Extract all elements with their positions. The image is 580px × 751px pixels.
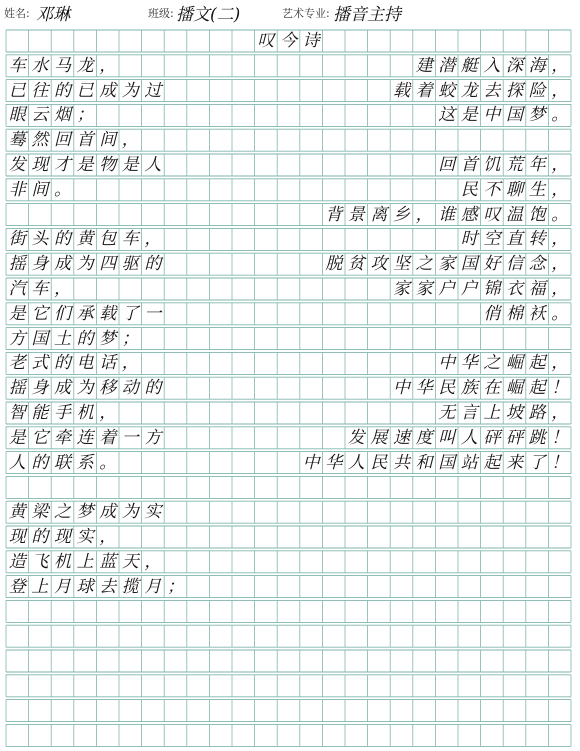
right-line-char: 上 bbox=[483, 403, 501, 423]
class-value: 播文(二) bbox=[176, 5, 241, 25]
left-line-char: 间 bbox=[31, 179, 49, 200]
left-line-char: ， bbox=[144, 551, 162, 572]
right-line-char: 无 bbox=[438, 403, 456, 423]
left-line-char: 人 bbox=[144, 155, 162, 175]
left-line-char: 烟 bbox=[54, 105, 71, 126]
right-line-char: 乡 bbox=[393, 204, 410, 225]
title-char: 今 bbox=[280, 31, 297, 51]
right-line-char: ， bbox=[415, 204, 433, 225]
left-line-char: 为 bbox=[121, 502, 139, 523]
left-line-char: 它 bbox=[31, 427, 49, 448]
right-line-char: 梦 bbox=[528, 105, 546, 126]
left-line-char: 的 bbox=[54, 80, 71, 101]
right-line-char: 人 bbox=[460, 427, 478, 448]
right-line-char: ， bbox=[551, 55, 569, 76]
right-line-char: 。 bbox=[551, 204, 569, 225]
left-line-char: 了 bbox=[121, 303, 139, 324]
left-line-char: 连 bbox=[76, 427, 94, 448]
right-line-char: 民 bbox=[460, 179, 478, 200]
left-line-char: 是 bbox=[121, 155, 139, 175]
right-line-char: 背 bbox=[325, 204, 343, 225]
right-line-char: ！ bbox=[551, 378, 569, 399]
right-line-char: 离 bbox=[370, 204, 388, 225]
right-line-char: 崛 bbox=[506, 353, 523, 374]
right-line-char: 华 bbox=[460, 353, 478, 374]
left-line-char: 梦 bbox=[76, 502, 94, 523]
right-line-char: 脱 bbox=[325, 254, 343, 275]
left-line-char: 机 bbox=[54, 551, 71, 572]
left-line-char: 现 bbox=[31, 155, 49, 175]
title-char: 诗 bbox=[302, 31, 320, 51]
right-line-char: 家 bbox=[415, 279, 433, 299]
right-line-char: 海 bbox=[528, 55, 546, 76]
left-line-char: 是 bbox=[8, 303, 26, 324]
left-line-char: 的 bbox=[54, 353, 71, 374]
right-line-char: 共 bbox=[393, 452, 410, 473]
left-line-char: 们 bbox=[54, 303, 71, 324]
left-line-char: 。 bbox=[99, 452, 117, 473]
right-line-char: ！ bbox=[551, 452, 569, 473]
right-line-char: ， bbox=[551, 229, 569, 250]
right-line-char: 荒 bbox=[506, 155, 523, 175]
right-line-char: 。 bbox=[551, 303, 569, 324]
right-line-char: 福 bbox=[528, 279, 546, 299]
right-line-char: 户 bbox=[460, 279, 478, 299]
name-label: 姓名: bbox=[4, 7, 30, 20]
right-line-char: 饥 bbox=[483, 155, 501, 175]
left-line-char: 梁 bbox=[31, 502, 49, 523]
right-line-char: 了 bbox=[528, 452, 546, 473]
left-line-char: 实 bbox=[76, 527, 94, 547]
left-line-char: 四 bbox=[99, 254, 117, 275]
right-line-char: 坚 bbox=[393, 254, 410, 275]
left-line-char: 载 bbox=[99, 303, 117, 324]
left-line-char: 机 bbox=[76, 403, 94, 423]
right-line-char: 人 bbox=[347, 452, 365, 473]
left-line-char: 是 bbox=[76, 155, 94, 175]
left-line-char: 已 bbox=[76, 80, 94, 101]
right-line-char: 中 bbox=[438, 353, 456, 374]
right-line-char: 温 bbox=[506, 204, 523, 225]
right-line-char: 在 bbox=[483, 378, 501, 399]
right-line-char: 空 bbox=[483, 229, 501, 250]
right-line-char: 中 bbox=[302, 452, 320, 473]
right-line-char: 攻 bbox=[370, 254, 388, 275]
right-line-char: 家 bbox=[438, 254, 456, 275]
right-line-char: 坡 bbox=[506, 403, 523, 423]
left-line-char: 是 bbox=[8, 427, 26, 448]
right-line-char: 入 bbox=[483, 55, 501, 76]
left-line-char: ， bbox=[144, 229, 162, 250]
right-line-char: 不 bbox=[483, 179, 501, 200]
left-line-char: 车 bbox=[8, 55, 26, 76]
right-line-char: ， bbox=[551, 403, 569, 423]
right-line-char: 棉 bbox=[506, 303, 523, 324]
left-line-char: 联 bbox=[54, 452, 71, 473]
right-line-char: 砰 bbox=[506, 427, 523, 448]
left-line-char: 智 bbox=[8, 403, 26, 423]
left-line-char: 现 bbox=[54, 527, 71, 547]
header-bar bbox=[0, 0, 580, 26]
left-line-char: 老 bbox=[8, 353, 26, 374]
left-line-char: 着 bbox=[99, 427, 117, 448]
left-line-char: 月 bbox=[54, 576, 71, 597]
left-line-char: 过 bbox=[144, 80, 162, 101]
left-line-char: 登 bbox=[8, 576, 26, 597]
left-line-char: 成 bbox=[99, 80, 117, 101]
left-line-char: 天 bbox=[121, 551, 139, 572]
left-line-char: 汽 bbox=[8, 279, 26, 299]
right-line-char: 建 bbox=[415, 55, 433, 76]
left-line-char: 驱 bbox=[121, 254, 139, 275]
right-line-char: 衣 bbox=[506, 279, 523, 299]
right-line-char: 中 bbox=[483, 105, 501, 126]
left-line-char: 车 bbox=[31, 279, 49, 299]
left-line-char: 街 bbox=[8, 229, 26, 250]
right-line-char: 是 bbox=[460, 105, 478, 126]
right-line-char: 贫 bbox=[347, 254, 365, 275]
right-line-char: 速 bbox=[393, 427, 410, 448]
left-line-char: 的 bbox=[144, 378, 162, 399]
left-line-char: 人 bbox=[8, 452, 26, 473]
right-line-char: 家 bbox=[393, 279, 410, 299]
left-line-char: 它 bbox=[31, 303, 49, 324]
right-line-char: 国 bbox=[438, 452, 456, 473]
left-line-char: 物 bbox=[99, 155, 117, 175]
right-line-char: 首 bbox=[460, 155, 478, 175]
left-line-char: ； bbox=[76, 105, 94, 126]
left-line-char: 已 bbox=[8, 80, 26, 101]
right-line-char: 直 bbox=[506, 229, 523, 250]
right-line-char: 蛟 bbox=[438, 80, 456, 101]
right-line-char: 来 bbox=[506, 452, 523, 473]
left-line-char: 上 bbox=[31, 576, 49, 597]
left-line-char: 包 bbox=[99, 229, 117, 250]
left-line-char: 蓝 bbox=[99, 551, 117, 572]
left-line-char: 。 bbox=[54, 179, 71, 200]
left-line-char: 飞 bbox=[31, 551, 49, 572]
right-line-char: 跳 bbox=[528, 427, 546, 448]
left-line-char: 球 bbox=[76, 576, 94, 597]
right-line-char: 感 bbox=[460, 204, 478, 225]
left-line-char: 揽 bbox=[121, 576, 139, 597]
left-line-char: 才 bbox=[54, 155, 71, 175]
left-line-char: 承 bbox=[76, 303, 94, 324]
left-line-char: 龙 bbox=[76, 55, 94, 76]
left-line-char: 方 bbox=[8, 328, 26, 349]
left-line-char: 成 bbox=[54, 254, 71, 275]
right-line-char: 深 bbox=[506, 55, 523, 76]
left-line-char: 回 bbox=[54, 130, 71, 151]
left-line-char: 的 bbox=[54, 229, 71, 250]
title-char: 叹 bbox=[257, 31, 275, 51]
right-line-char: 起 bbox=[528, 378, 546, 399]
right-line-char: 度 bbox=[415, 427, 433, 448]
major-value: 播音主持 bbox=[333, 5, 401, 25]
left-line-char: 发 bbox=[8, 155, 26, 175]
right-line-char: 华 bbox=[325, 452, 343, 473]
left-line-char: 黄 bbox=[8, 502, 26, 523]
right-line-char: 发 bbox=[347, 427, 365, 448]
major-label: 艺术专业: bbox=[282, 7, 330, 20]
left-line-char: 现 bbox=[8, 527, 26, 547]
left-line-char: 头 bbox=[31, 229, 49, 250]
right-line-char: 路 bbox=[528, 403, 546, 423]
left-line-char: 为 bbox=[76, 254, 94, 275]
left-line-char: 上 bbox=[76, 551, 94, 572]
left-line-char: 眼 bbox=[8, 105, 26, 126]
left-line-char: 去 bbox=[99, 576, 117, 597]
right-line-char: 袄 bbox=[528, 303, 546, 324]
right-line-char: 景 bbox=[347, 204, 365, 225]
left-line-char: 梦 bbox=[99, 328, 117, 349]
left-line-char: 间 bbox=[99, 130, 117, 151]
left-line-char: 往 bbox=[31, 80, 49, 101]
left-line-char: ， bbox=[99, 403, 117, 423]
left-line-char: ， bbox=[99, 55, 117, 76]
left-line-char: 实 bbox=[144, 502, 162, 523]
right-line-char: 砰 bbox=[483, 427, 501, 448]
left-line-char: 蓦 bbox=[8, 130, 26, 151]
right-line-char: 饱 bbox=[528, 204, 546, 225]
left-line-char: 摇 bbox=[8, 254, 26, 275]
right-line-char: 艇 bbox=[460, 55, 478, 76]
left-line-char: 云 bbox=[31, 105, 49, 126]
left-line-char: 的 bbox=[144, 254, 162, 275]
right-line-char: 国 bbox=[506, 105, 523, 126]
left-line-char: 土 bbox=[54, 328, 71, 349]
left-line-char: 月 bbox=[144, 576, 162, 597]
right-line-char: ！ bbox=[551, 427, 569, 448]
right-line-char: ， bbox=[551, 179, 569, 200]
left-line-char: ； bbox=[121, 328, 139, 349]
right-line-char: 俏 bbox=[483, 303, 501, 324]
right-line-char: 锦 bbox=[483, 279, 501, 299]
right-line-char: 念 bbox=[528, 254, 546, 275]
left-line-char: ， bbox=[54, 279, 71, 299]
left-line-char: 成 bbox=[99, 502, 117, 523]
left-line-char: ， bbox=[121, 353, 139, 374]
right-line-char: 着 bbox=[415, 80, 433, 101]
right-line-char: 民 bbox=[370, 452, 388, 473]
right-line-char: 龙 bbox=[460, 80, 478, 101]
left-line-char: 能 bbox=[31, 403, 49, 423]
left-line-char: 的 bbox=[31, 527, 49, 547]
right-line-char: 生 bbox=[528, 179, 546, 200]
right-line-char: 站 bbox=[460, 452, 478, 473]
right-line-char: 华 bbox=[415, 378, 433, 399]
left-line-char: 移 bbox=[99, 378, 117, 399]
left-line-char: 首 bbox=[76, 130, 94, 151]
left-line-char: 非 bbox=[8, 179, 26, 200]
left-line-char: 造 bbox=[8, 551, 26, 572]
left-line-char: ， bbox=[99, 527, 117, 547]
right-line-char: 展 bbox=[370, 427, 388, 448]
name-value: 邓琳 bbox=[36, 5, 70, 25]
right-line-char: 时 bbox=[460, 229, 478, 250]
right-line-char: 叫 bbox=[438, 427, 456, 448]
right-line-char: ， bbox=[551, 353, 569, 374]
right-line-char: 转 bbox=[528, 229, 546, 250]
right-line-char: 叹 bbox=[483, 204, 501, 225]
right-line-char: ， bbox=[551, 80, 569, 101]
class-label: 班级: bbox=[148, 7, 174, 20]
left-line-char: 成 bbox=[54, 378, 71, 399]
right-line-char: 言 bbox=[460, 403, 478, 423]
left-line-char: 的 bbox=[31, 452, 49, 473]
left-line-char: 之 bbox=[54, 502, 71, 523]
right-line-char: 载 bbox=[393, 80, 410, 101]
left-line-char: 身 bbox=[31, 254, 49, 275]
left-line-char: 马 bbox=[54, 55, 71, 76]
left-line-char: 的 bbox=[76, 328, 94, 349]
right-line-char: 族 bbox=[460, 378, 478, 399]
left-line-char: 为 bbox=[121, 80, 139, 101]
left-line-char: 手 bbox=[54, 403, 71, 423]
right-line-char: 之 bbox=[483, 353, 501, 374]
left-line-char: 车 bbox=[121, 229, 139, 250]
left-line-char: ； bbox=[167, 576, 184, 597]
right-line-char: 潜 bbox=[438, 55, 456, 76]
left-line-char: 牵 bbox=[54, 427, 71, 448]
right-line-char: 这 bbox=[438, 105, 456, 126]
right-line-char: 回 bbox=[438, 155, 456, 175]
left-line-char: 系 bbox=[76, 452, 94, 473]
right-line-char: 之 bbox=[415, 254, 433, 275]
left-line-char: 式 bbox=[31, 353, 49, 374]
right-line-char: 。 bbox=[551, 105, 569, 126]
left-line-char: 为 bbox=[76, 378, 94, 399]
left-line-char: 方 bbox=[144, 427, 162, 448]
right-line-char: 中 bbox=[393, 378, 410, 399]
right-line-char: 崛 bbox=[506, 378, 523, 399]
right-line-char: 险 bbox=[528, 80, 546, 101]
right-line-char: 起 bbox=[483, 452, 501, 473]
right-line-char: 聊 bbox=[506, 179, 523, 200]
right-line-char: ， bbox=[551, 279, 569, 299]
right-line-char: 国 bbox=[460, 254, 478, 275]
left-line-char: 黄 bbox=[76, 229, 94, 250]
right-line-char: 去 bbox=[483, 80, 501, 101]
right-line-char: 探 bbox=[506, 80, 523, 101]
left-line-char: 动 bbox=[121, 378, 139, 399]
left-line-char: 然 bbox=[31, 130, 49, 151]
left-line-char: 话 bbox=[99, 353, 117, 374]
right-line-char: 和 bbox=[415, 452, 433, 473]
right-line-char: 信 bbox=[506, 254, 523, 275]
right-line-char: 民 bbox=[438, 378, 456, 399]
right-line-char: 谁 bbox=[438, 204, 456, 225]
right-line-char: 好 bbox=[483, 254, 501, 275]
right-line-char: 起 bbox=[528, 353, 546, 374]
left-line-char: ， bbox=[121, 130, 139, 151]
left-line-char: 一 bbox=[121, 427, 139, 448]
left-line-char: 国 bbox=[31, 328, 49, 349]
left-line-char: 水 bbox=[31, 55, 49, 76]
right-line-char: ， bbox=[551, 155, 569, 175]
right-line-char: ， bbox=[551, 254, 569, 275]
left-line-char: 身 bbox=[31, 378, 49, 399]
right-line-char: 户 bbox=[438, 279, 456, 299]
right-line-char: 年 bbox=[528, 155, 546, 175]
left-line-char: 摇 bbox=[8, 378, 26, 399]
left-line-char: 电 bbox=[76, 353, 94, 374]
left-line-char: 一 bbox=[144, 303, 162, 324]
